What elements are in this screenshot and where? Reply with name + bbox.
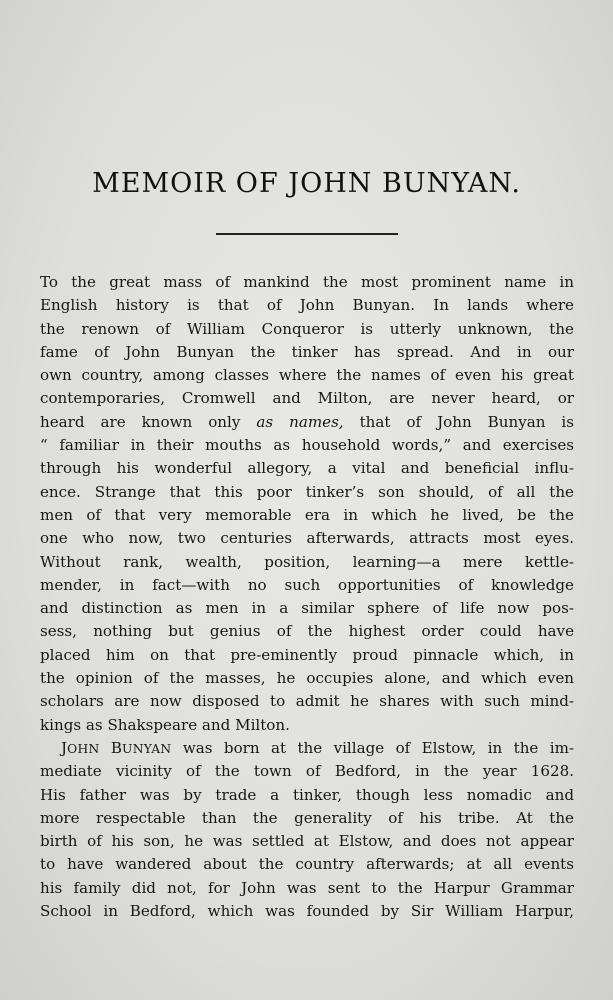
memoir-title: MEMOIR OF JOHN BUNYAN. [92,168,521,199]
text-line: School in Bedford, which was founded by Sir William Harpur, [40,902,574,921]
name-small-caps: UNYAN [122,741,172,756]
text-line: English history is that of John Bunyan. In lands where [40,296,574,315]
italic-phrase: as names, [256,412,344,431]
text-line: Without rank, wealth, position, learning—a mere kettle- [40,552,574,571]
text-line: placed him on that pre-eminently proud pinnacle which, in [40,645,574,664]
paragraph-2 [40,737,574,923]
text-line: His father was by trade a tinker, though less nomadic and [40,785,574,804]
line-text: that of John Bunyan is [343,412,574,431]
text-line [40,411,574,434]
text-line: ence. Strange that this poor tinker’s son should, of all the [40,482,574,501]
line-text: was born at the village of Elstow, in the im- [171,738,574,757]
name-initial: B [99,738,123,757]
name-small-caps: OHN [67,741,100,756]
text-line: the opinion of the masses, he occupies alone, and which even [40,669,574,688]
line-text: heard are known only [40,412,257,431]
text-line: one who now, two centuries afterwards, attracts most eyes. [40,529,574,548]
text-line: kings as Shakspeare and Milton. [40,715,290,734]
text-line: men of that very memorable era in which he lived, be the [40,505,574,524]
title-rule [216,233,398,235]
text-line: birth of his son, he was settled at Elstow, and does not appear [40,832,574,851]
text-line: scholars are now disposed to admit he shares with such mind- [40,692,574,711]
text-line: fame of John Bunyan the tinker has spread. And in our [40,342,574,361]
text-line: To the great mass of mankind the most prominent name in [40,273,574,291]
paragraph-1 [40,271,574,737]
text-line: more respectable than the generality of his tribe. At the [40,808,574,827]
text-line: through his wonderful allegory, a vital and beneficial influ- [40,459,574,478]
text-line: mender, in fact—with no such opportunities of knowledge [40,575,574,594]
text-line: to have wandered about the country afterwards; at all events [40,855,574,874]
text-line: own country, among classes where the names of even his great [40,366,574,385]
text-line: “ familiar in their mouths as household words,” and exercises [40,436,574,455]
text-line: his family did not, for John was sent to the Harpur Grammar [40,878,574,897]
text-line: the renown of William Conqueror is utterly unknown, the [40,319,574,338]
text-line: mediate vicinity of the town of Bedford, in the year 1628. [40,762,574,781]
text-line: sess, nothing but genius of the highest order could have [40,622,574,641]
memoir-body [40,271,574,923]
name-initial: J [61,738,68,757]
text-line: and distinction as men in a similar sphere of life now pos- [40,599,574,618]
text-line [40,737,574,760]
text-line: contemporaries, Cromwell and Milton, are never heard, or [40,389,574,408]
